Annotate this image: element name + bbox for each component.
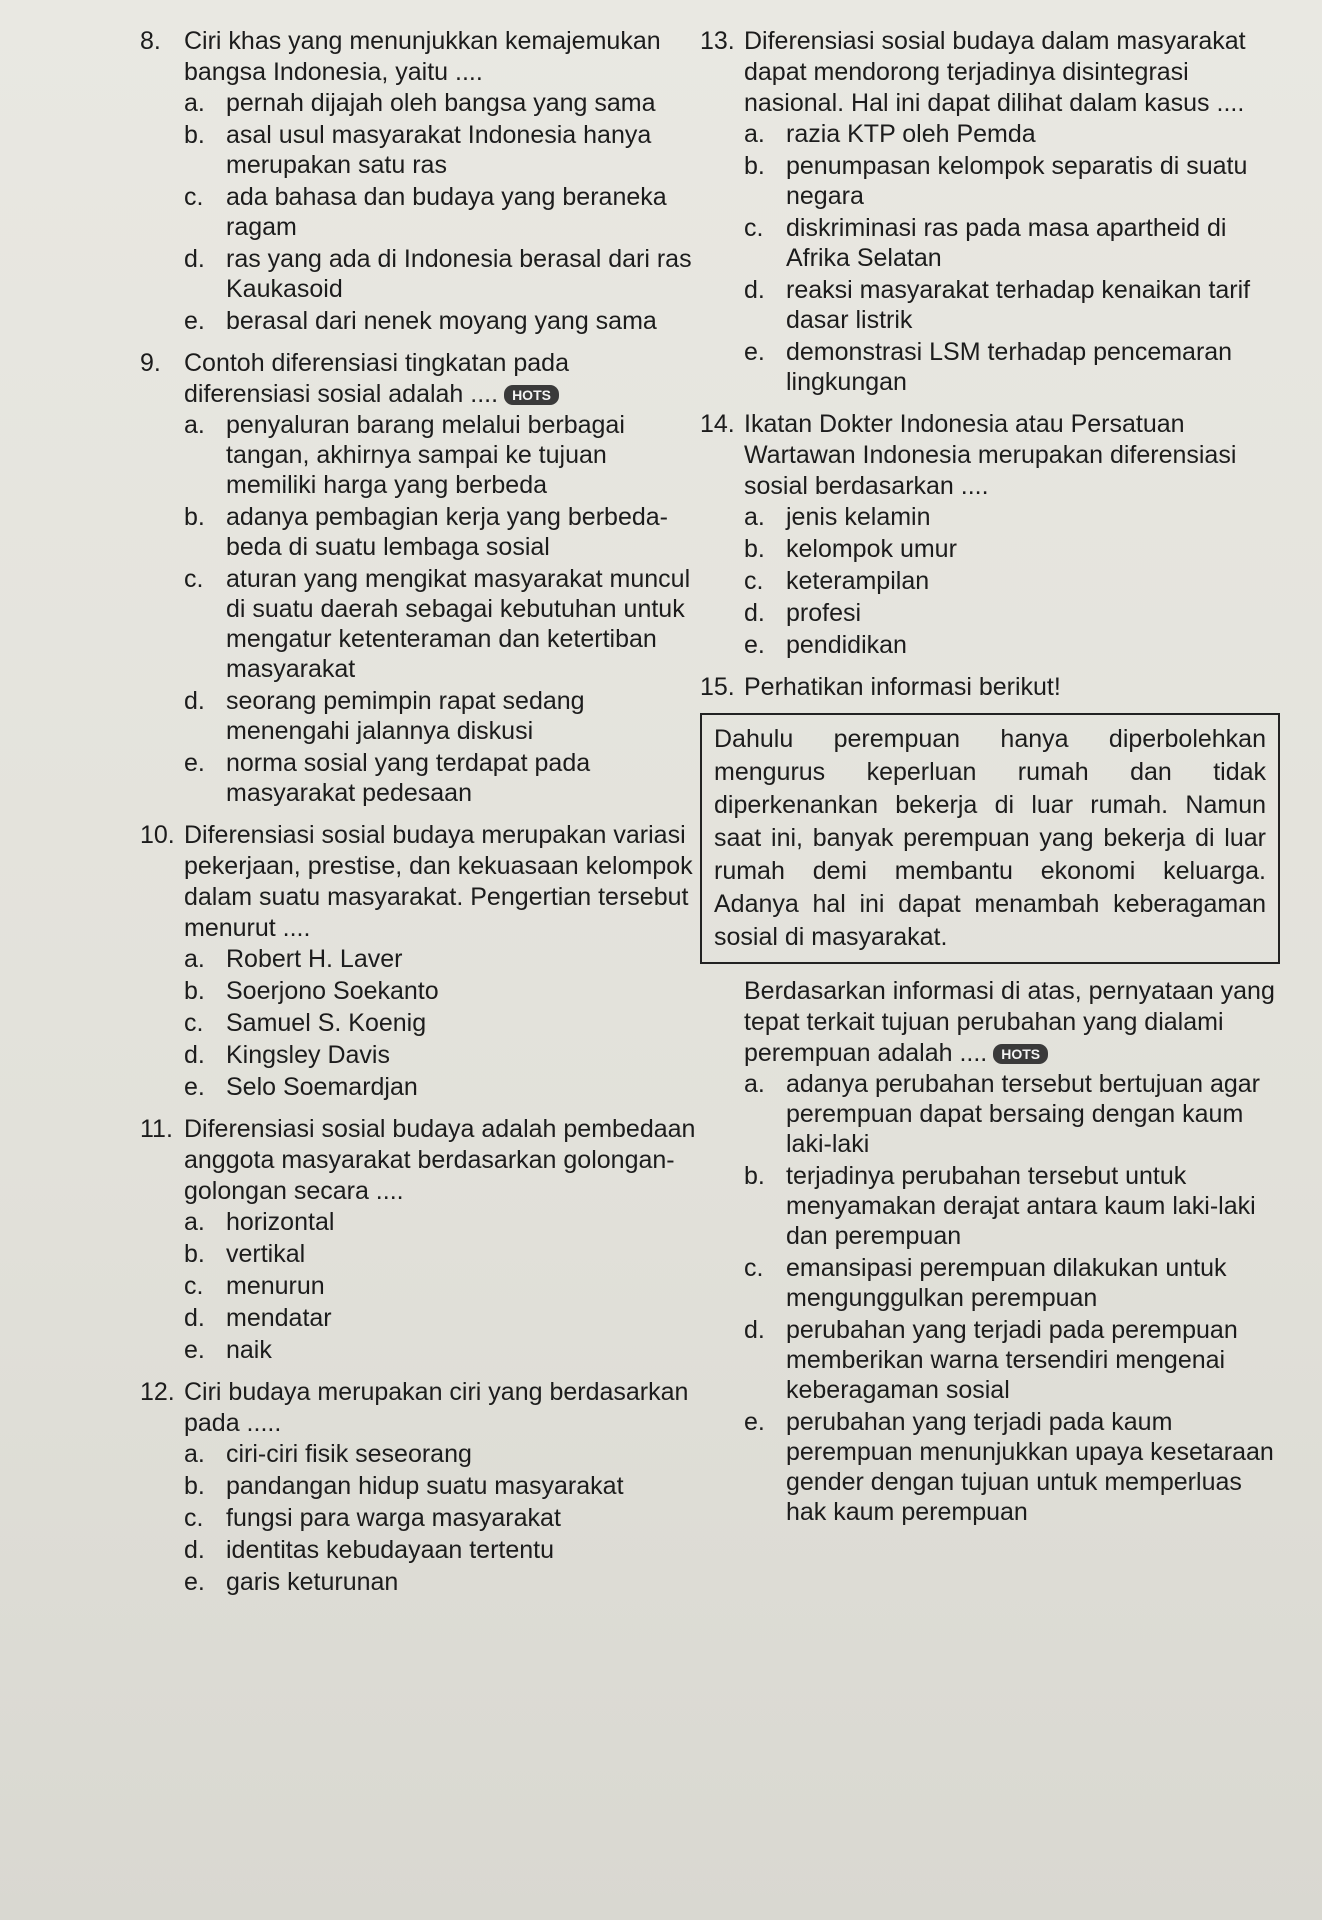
option-letter: d. [744, 1316, 765, 1344]
question-14 [700, 409, 1280, 660]
option-text: identitas kebudayaan tertentu [226, 1536, 555, 1564]
option-a[interactable] [744, 502, 1280, 532]
info-box: Dahulu perempuan hanya diperbolehkan mengurus keperluan rumah dan tidak diperkenankan bekerja di luar rumah. Namun saat ini, banyak perempuan yang bekerja di luar rumah demi membantu ekonomi keluarga. Adanya hal ini dapat menambah keberagaman sosial di masyarakat. [700, 713, 1280, 964]
question-text: Ikatan Dokter Indonesia atau Persatuan Wartawan Indonesia merupakan diferensiasi sosial berdasarkan .... [744, 410, 1237, 500]
option-letter: e. [184, 1336, 205, 1364]
option-letter: b. [744, 152, 765, 180]
option-b[interactable] [744, 534, 1280, 564]
option-text: perubahan yang terjadi pada perempuan memberikan warna tersendiri mengenai keberagaman sosial [786, 1316, 1238, 1404]
option-letter: a. [184, 1208, 205, 1236]
question-8 [140, 26, 700, 336]
option-d[interactable] [744, 1315, 1280, 1405]
answer-options [744, 1069, 1280, 1527]
option-letter: a. [744, 503, 765, 531]
option-d[interactable] [184, 686, 700, 746]
option-text: Samuel S. Koenig [226, 1009, 427, 1037]
option-letter: b. [744, 535, 765, 563]
option-text: Selo Soemardjan [226, 1073, 418, 1101]
option-text: Soerjono Soekanto [226, 977, 439, 1005]
question-15 [700, 672, 1280, 1527]
option-text: penyaluran barang melalui berbagai tangan, akhirnya sampai ke tujuan memiliki harga yang berbeda [226, 411, 625, 499]
option-letter: b. [184, 121, 205, 149]
option-b[interactable] [744, 1161, 1280, 1251]
option-letter: d. [744, 599, 765, 627]
option-text: naik [226, 1336, 272, 1364]
option-e[interactable] [184, 1335, 700, 1365]
option-text: penumpasan kelompok separatis di suatu negara [786, 152, 1248, 210]
option-letter: a. [744, 1070, 765, 1098]
question-number: 15. [700, 673, 735, 701]
option-text: seorang pemimpin rapat sedang menengahi jalannya diskusi [226, 687, 585, 745]
option-e[interactable] [184, 748, 700, 808]
option-b[interactable] [184, 1471, 700, 1501]
question-text: Diferensiasi sosial budaya merupakan variasi pekerjaan, prestise, dan kekuasaan kelompok dalam suatu masyarakat. Pengertian tersebut menurut .... [184, 821, 693, 942]
question-text: Diferensiasi sosial budaya dalam masyarakat dapat mendorong terjadinya disintegrasi nasional. Hal ini dapat dilihat dalam kasus .... [744, 27, 1246, 117]
option-a[interactable] [744, 119, 1280, 149]
answer-options [744, 502, 1280, 660]
answer-options [184, 1207, 700, 1365]
answer-options [184, 410, 700, 808]
question-prompt [744, 976, 1280, 1069]
answer-options [184, 88, 700, 336]
option-text: mendatar [226, 1304, 332, 1332]
option-letter: c. [744, 567, 764, 595]
option-b[interactable] [744, 151, 1280, 211]
option-letter: e. [744, 338, 765, 366]
option-text: adanya pembagian kerja yang berbeda-beda di suatu lembaga sosial [226, 503, 668, 561]
option-text: keterampilan [786, 567, 930, 595]
option-c[interactable] [184, 1008, 700, 1038]
left-column [140, 26, 700, 1609]
option-letter: d. [184, 687, 205, 715]
option-d[interactable] [744, 275, 1280, 335]
question-12 [140, 1377, 700, 1597]
option-letter: e. [184, 307, 205, 335]
option-e[interactable] [184, 1567, 700, 1597]
question-13 [700, 26, 1280, 397]
hots-badge: HOTS [993, 1044, 1048, 1064]
option-c[interactable] [744, 1253, 1280, 1313]
option-letter: d. [184, 1304, 205, 1332]
option-letter: d. [184, 245, 205, 273]
question-text: Perhatikan informasi berikut! [744, 673, 1061, 701]
option-text: perubahan yang terjadi pada kaum perempuan menunjukkan upaya kesetaraan gender dengan tujuan untuk memperluas hak kaum perempuan [786, 1408, 1274, 1526]
option-letter: c. [184, 1272, 204, 1300]
question-text: Diferensiasi sosial budaya adalah pembedaan anggota masyarakat berdasarkan golongan-golongan secara .... [184, 1115, 696, 1205]
question-10 [140, 820, 700, 1102]
option-text: pernah dijajah oleh bangsa yang sama [226, 89, 656, 117]
question-text-body: Contoh diferensiasi tingkatan pada diferensiasi sosial adalah .... [184, 349, 569, 408]
option-c[interactable] [184, 182, 700, 242]
option-letter: c. [744, 214, 764, 242]
hots-badge: HOTS [504, 385, 559, 405]
option-text: ras yang ada di Indonesia berasal dari ras Kaukasoid [226, 245, 692, 303]
option-text: fungsi para warga masyarakat [226, 1504, 561, 1532]
option-letter: e. [184, 1073, 205, 1101]
question-number: 14. [700, 410, 735, 438]
option-b[interactable] [184, 1239, 700, 1269]
option-text: aturan yang mengikat masyarakat muncul di suatu daerah sebagai kebutuhan untuk mengatur ketenteraman dan ketertiban masyarakat [226, 565, 691, 683]
option-e[interactable] [744, 1407, 1280, 1527]
option-letter: a. [184, 89, 205, 117]
option-letter: c. [184, 565, 204, 593]
option-letter: a. [744, 120, 765, 148]
option-b[interactable] [184, 502, 700, 562]
option-d[interactable] [184, 1040, 700, 1070]
option-a[interactable] [184, 944, 700, 974]
option-letter: c. [184, 1504, 204, 1532]
option-a[interactable] [184, 410, 700, 500]
option-text: Kingsley Davis [226, 1041, 390, 1069]
question-number: 8. [140, 27, 161, 55]
option-b[interactable] [184, 120, 700, 180]
question-text [184, 348, 700, 410]
option-text: garis keturunan [226, 1568, 399, 1596]
question-text: Ciri khas yang menunjukkan kemajemukan bangsa Indonesia, yaitu .... [184, 27, 661, 86]
option-text: ada bahasa dan budaya yang beraneka ragam [226, 183, 667, 241]
option-text: asal usul masyarakat Indonesia hanya merupakan satu ras [226, 121, 652, 179]
option-letter: e. [184, 1568, 205, 1596]
option-text: horizontal [226, 1208, 335, 1236]
right-column [700, 26, 1280, 1539]
option-d[interactable] [184, 1535, 700, 1565]
option-letter: b. [184, 977, 205, 1005]
option-a[interactable] [744, 1069, 1280, 1159]
question-number: 12. [140, 1378, 175, 1406]
option-text: Robert H. Laver [226, 945, 403, 973]
option-letter: c. [744, 1254, 764, 1282]
option-a[interactable] [184, 1207, 700, 1237]
question-number: 13. [700, 27, 735, 55]
option-letter: a. [184, 945, 205, 973]
option-letter: a. [184, 411, 205, 439]
option-letter: e. [744, 631, 765, 659]
question-number: 9. [140, 349, 161, 377]
question-number: 11. [140, 1115, 173, 1143]
option-d[interactable] [184, 244, 700, 304]
option-letter: d. [744, 276, 765, 304]
option-text: adanya perubahan tersebut bertujuan agar perempuan dapat bersaing dengan kaum laki-laki [786, 1070, 1260, 1158]
option-text: norma sosial yang terdapat pada masyarakat pedesaan [226, 749, 591, 807]
question-prompt-body: Berdasarkan informasi di atas, pernyataan yang tepat terkait tujuan perubahan yang dialami perempuan adalah .... [744, 977, 1275, 1067]
option-a[interactable] [184, 1439, 700, 1469]
answer-options [184, 1439, 700, 1597]
option-d[interactable] [184, 1303, 700, 1333]
question-text: Ciri budaya merupakan ciri yang berdasarkan pada ..... [184, 1378, 689, 1437]
option-text: terjadinya perubahan tersebut untuk menyamakan derajat antara kaum laki-laki dan perempuan [786, 1162, 1256, 1250]
option-letter: b. [184, 1472, 205, 1500]
option-e[interactable] [744, 337, 1280, 397]
option-letter: b. [184, 503, 205, 531]
question-number: 10. [140, 821, 175, 849]
option-e[interactable] [184, 306, 700, 336]
answer-options [744, 119, 1280, 397]
question-11 [140, 1114, 700, 1365]
question-9 [140, 348, 700, 808]
option-e[interactable] [744, 630, 1280, 660]
option-a[interactable] [184, 88, 700, 118]
option-text: berasal dari nenek moyang yang sama [226, 307, 657, 335]
option-text: kelompok umur [786, 535, 957, 563]
option-letter: d. [184, 1536, 205, 1564]
option-text: vertikal [226, 1240, 306, 1268]
option-e[interactable] [184, 1072, 700, 1102]
option-text: pendidikan [786, 631, 907, 659]
option-letter: e. [184, 749, 205, 777]
option-text: ciri-ciri fisik seseorang [226, 1440, 472, 1468]
option-c[interactable] [744, 213, 1280, 273]
option-c[interactable] [184, 1503, 700, 1533]
answer-options [184, 944, 700, 1102]
option-letter: d. [184, 1041, 205, 1069]
option-d[interactable] [744, 598, 1280, 628]
option-text: emansipasi perempuan dilakukan untuk mengunggulkan perempuan [786, 1254, 1227, 1312]
option-text: pandangan hidup suatu masyarakat [226, 1472, 624, 1500]
option-letter: c. [184, 1009, 204, 1037]
option-text: diskriminasi ras pada masa apartheid di Afrika Selatan [786, 214, 1227, 272]
option-c[interactable] [184, 564, 700, 684]
option-text: profesi [786, 599, 862, 627]
option-letter: a. [184, 1440, 205, 1468]
option-letter: b. [184, 1240, 205, 1268]
option-text: menurun [226, 1272, 325, 1300]
option-c[interactable] [184, 1271, 700, 1301]
option-text: razia KTP oleh Pemda [786, 120, 1036, 148]
option-text: demonstrasi LSM terhadap pencemaran lingkungan [786, 338, 1233, 396]
option-text: reaksi masyarakat terhadap kenaikan tarif dasar listrik [786, 276, 1251, 334]
option-c[interactable] [744, 566, 1280, 596]
option-letter: c. [184, 183, 204, 211]
option-letter: b. [744, 1162, 765, 1190]
option-b[interactable] [184, 976, 700, 1006]
option-letter: e. [744, 1408, 765, 1436]
option-text: jenis kelamin [786, 503, 931, 531]
